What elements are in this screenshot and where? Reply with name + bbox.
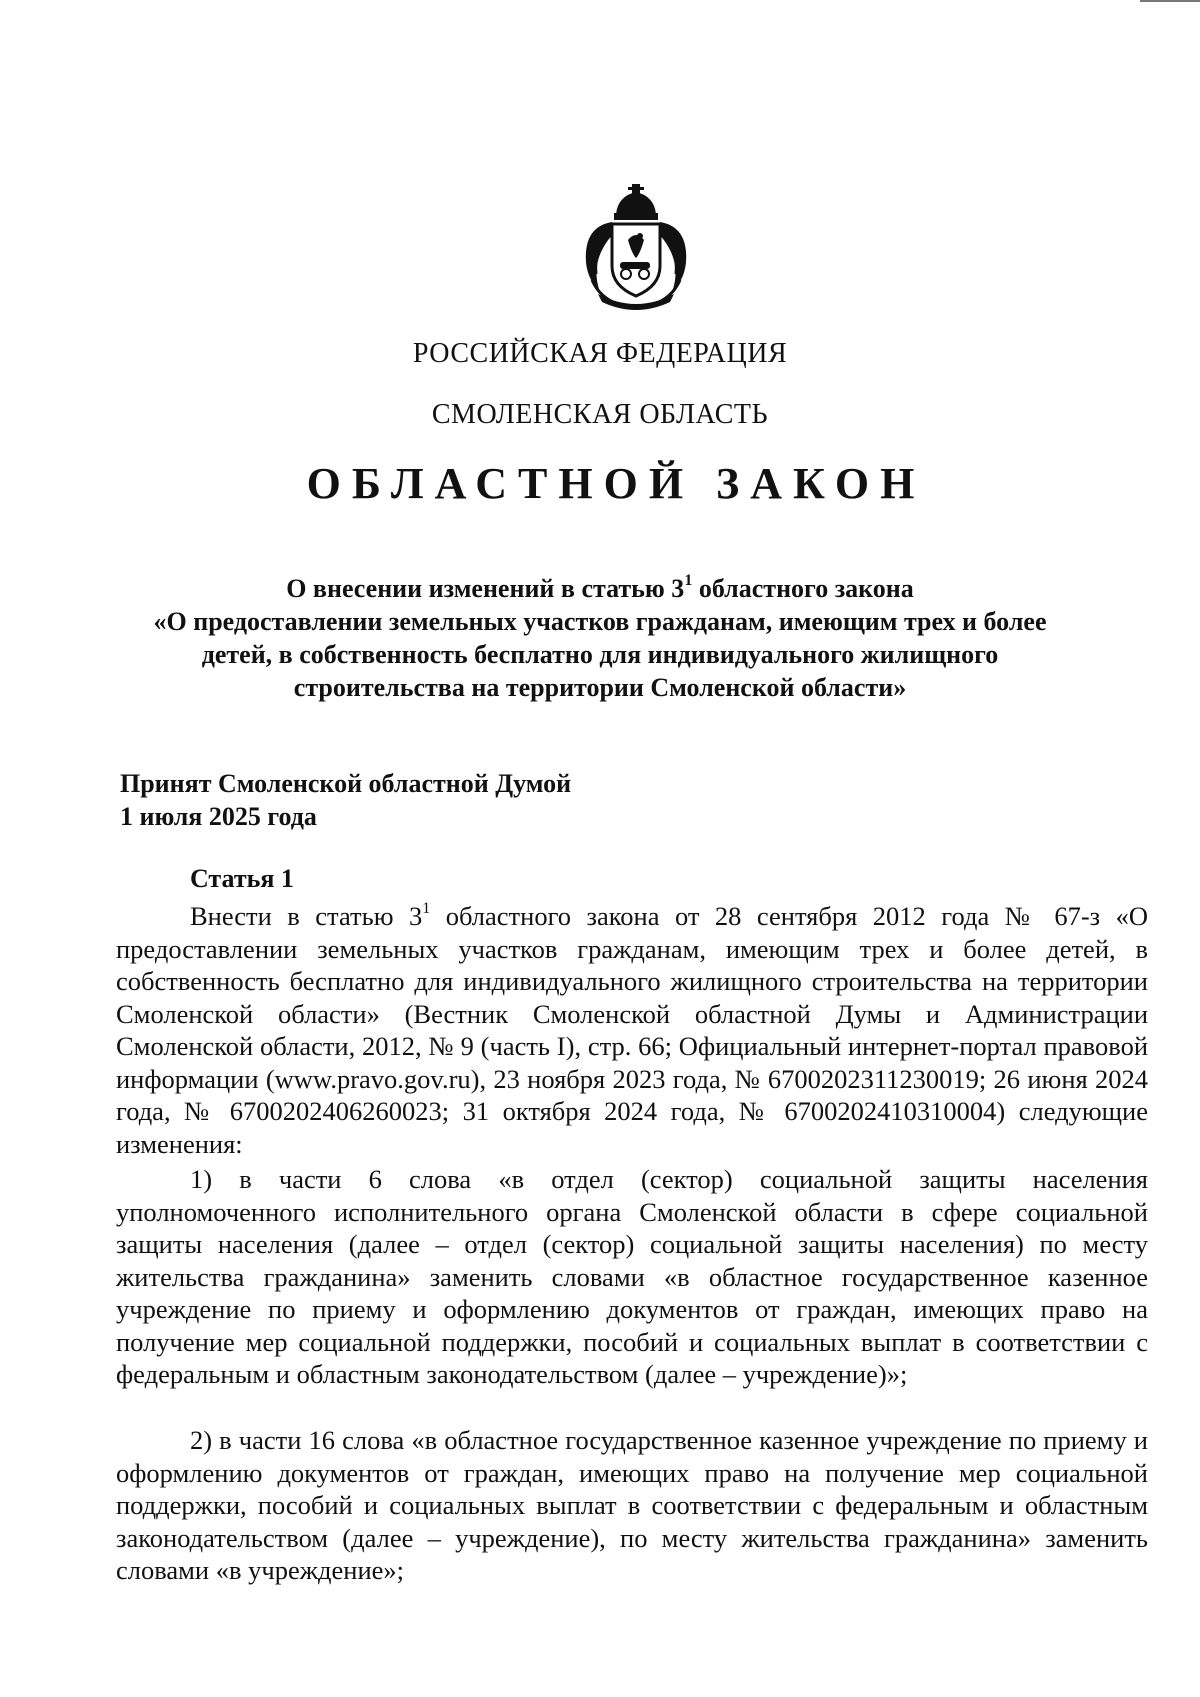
intro-text-part: Внести в статью 3 [190,901,423,931]
country-name: РОССИЙСКАЯ ФЕДЕРАЦИЯ [412,338,788,369]
document-type-heading: ОБЛАСТНОЙ ЗАКОН [306,459,926,508]
amendment-item-1: 1) в части 6 слова «в отдел (сектор) социальной защиты населения уполномоченного исполнительного органа Смоленской области в сфере социальной защиты населения (далее – отдел (сектор) социальной защиты населения) по месту жительства гражданина» заменить словами «в областное государственное казенное учреждение по приему и оформлению документов от граждан, имеющих право на получение мер социальной поддержки, пособий и социальных выплат в соответствии с федеральным и областным законодательством (далее – учреждение)»; [116,1164,1148,1389]
article-intro-paragraph [116,900,1148,1160]
law-title-part: областного закона [692,574,914,603]
scan-edge-line [1140,0,1200,2]
amendment-item-2: 2) в части 16 слова «в областное государственное казенное учреждение по приему и оформлению документов от граждан, имеющих право на получение мер социальной поддержки, пособий и социальных выплат в соответствии с федеральным и областным законодательством (далее – учреждение), по месту жительства гражданина» заменить словами «в учреждение»; [116,1425,1148,1585]
article-heading: Статья 1 [190,864,294,893]
law-title-part: О внесении изменений в статью 3 [286,574,685,603]
region-name: СМОЛЕНСКАЯ ОБЛАСТЬ [431,399,769,430]
law-title-rest: «О предоставлении земельных участков гражданам, имеющим трех и более детей, в собственность бесплатно для индивидуального жилищного строительства на территории Смоленской области» [153,607,1047,702]
article-superscript: 1 [684,572,693,590]
smolensk-coat-of-arms-icon [578,180,694,312]
article-superscript: 1 [422,900,431,918]
adoption-block [120,767,571,833]
adoption-date: 1 июля 2025 года [120,802,317,831]
law-title [150,572,1050,704]
adopted-by: Принят Смоленской областной Думой [120,769,572,798]
intro-text-part: областного закона от 28 сентября 2012 года № 67-з «О предоставлении земельных участков гражданам, имеющим трех и более детей, в собственность бесплатно для индивидуального жилищного строительства на территории Смоленской области» (Вестник Смоленской областной Думы и Администрации Смоленской области, 2012, № 9 (часть I), стр. 66; Официальный интернет-портал правовой информации (www.pravo.gov.ru), 23 ноября 2023 года, № 6700202311230019; 26 июня 2024 года, № 6700202406260023; 31 октября 2024 года, № 6700202410310004) следующие изменения: [116,901,1148,1159]
